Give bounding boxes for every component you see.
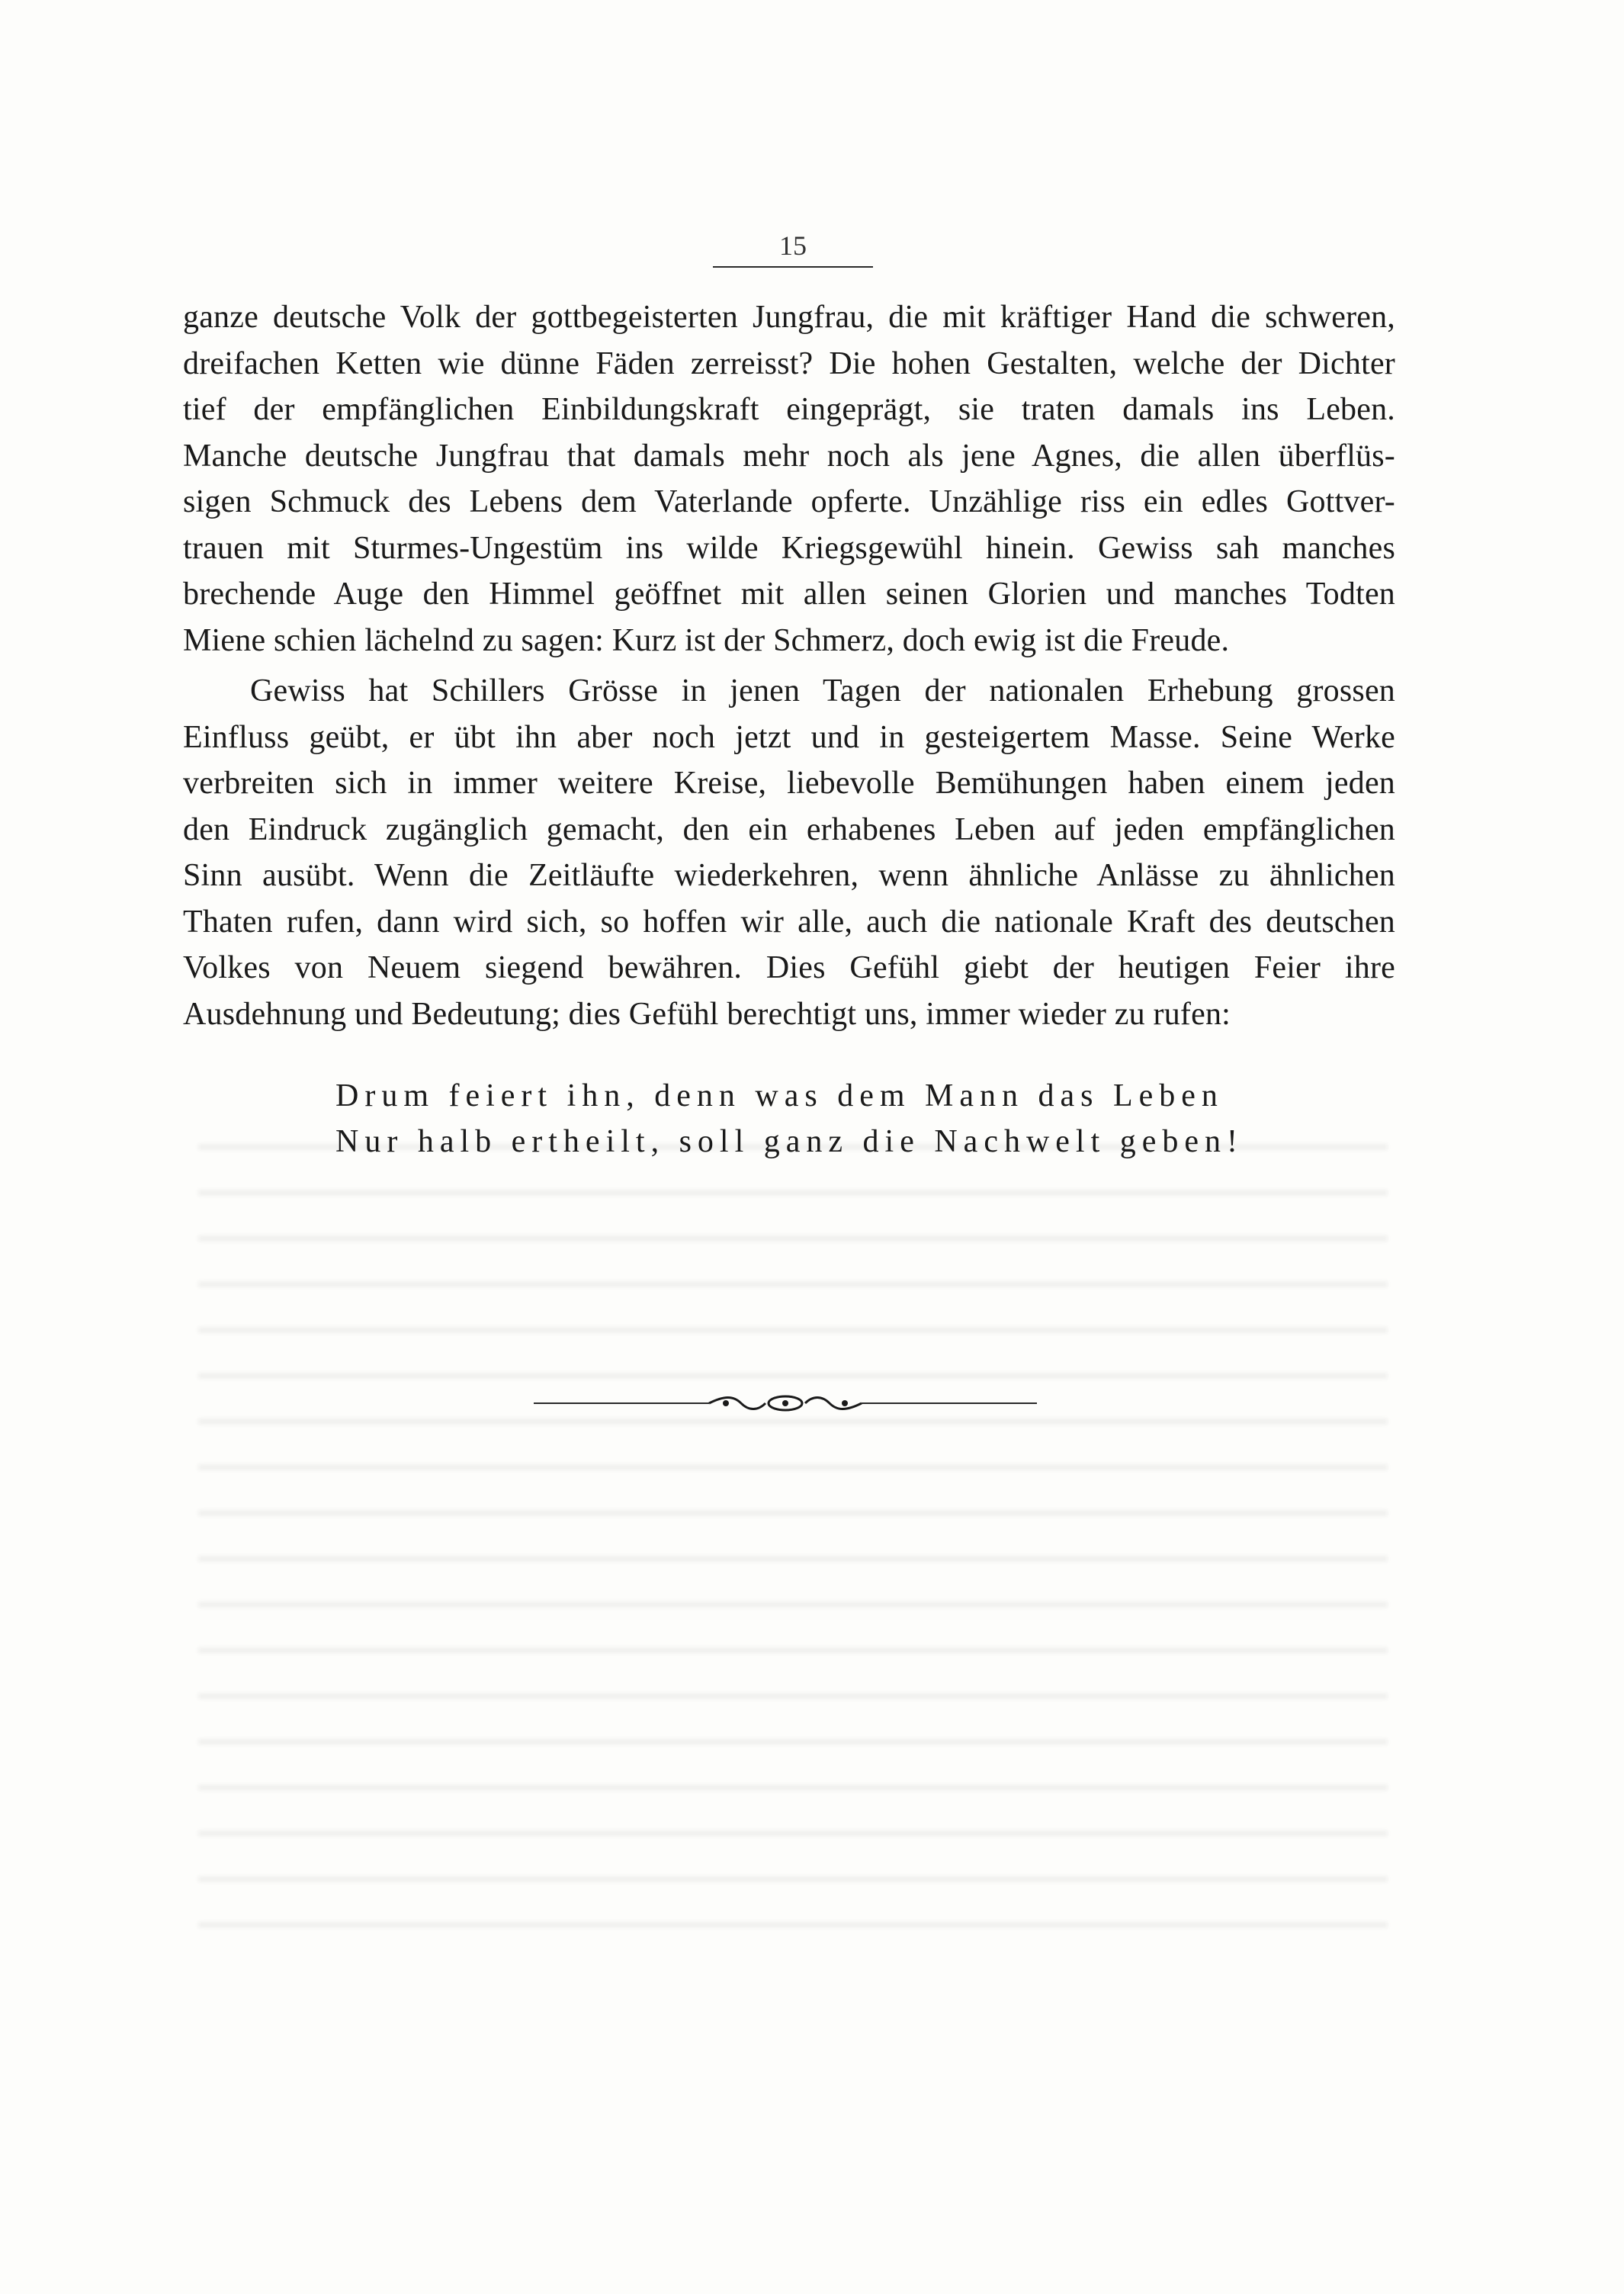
page-number: 15 <box>779 230 807 261</box>
text-line: den Eindruck zugänglich gemacht, den ein erhabenes Leben auf jeden empfänglichen <box>183 811 1395 847</box>
body-text <box>183 294 1395 1037</box>
text-line: Sinn ausübt. Wenn die Zeitläufte wiederkehren, wenn ähnliche Anlässe zu ähnlichen <box>183 858 1395 893</box>
verse-line: Nur halb ertheilt, soll ganz die Nachwelt geben! <box>335 1124 1244 1159</box>
text-line: Gewiss hat Schillers Grösse in jenen Tagen der nationalen Erhebung grossen <box>250 673 1395 708</box>
text-line: Manche deutsche Jungfrau that damals mehr noch als jene Agnes, die allen überflüs- <box>183 438 1395 474</box>
verse-line: Drum feiert ihn, denn was dem Mann das Leben <box>335 1078 1224 1113</box>
text-line: Einfluss geübt, er übt ihn aber noch jetzt und in gesteigertem Masse. Seine Werke <box>183 719 1395 755</box>
paragraph-2 <box>183 668 1395 1037</box>
show-through-texture <box>198 1144 1388 1945</box>
text-line: trauen mit Sturmes-Ungestüm ins wilde Kriegsgewühl hinein. Gewiss sah manches <box>183 530 1395 566</box>
text-line: Ausdehnung und Bedeutung; dies Gefühl berechtigt uns, immer wieder zu rufen: <box>183 996 1231 1032</box>
paragraph-1 <box>183 294 1395 663</box>
text-line: verbreiten sich in immer weitere Kreise, liebevolle Bemühungen haben einem jeden <box>183 766 1395 801</box>
text-line: Miene schien lächelnd zu sagen: Kurz ist der Schmerz, doch ewig ist die Freude. <box>183 622 1230 658</box>
text-line: Thaten rufen, dann wird sich, so hoffen wir alle, auch die nationale Kraft des deutschen <box>183 904 1395 940</box>
text-line: Volkes von Neuem siegend bewähren. Dies Gefühl giebt der heutigen Feier ihre <box>183 950 1395 985</box>
text-line: sigen Schmuck des Lebens dem Vaterlande opferte. Unzählige riss ein edles Gottver- <box>183 484 1395 519</box>
text-line: brechende Auge den Himmel geöffnet mit allen seinen Glorien und manches Todten <box>183 577 1395 612</box>
decorative-divider <box>534 1392 1037 1415</box>
verse-quote <box>335 1073 1327 1165</box>
header-rule <box>713 266 873 268</box>
text-line: dreifachen Ketten wie dünne Fäden zerreisst? Die hohen Gestalten, welche der Dichter <box>183 345 1395 381</box>
text-line: ganze deutsche Volk der gottbegeisterten Jungfrau, die mit kräftiger Hand die schweren, <box>183 300 1395 335</box>
text-line: tief der empfänglichen Einbildungskraft eingeprägt, sie traten damals ins Leben. <box>183 392 1395 427</box>
